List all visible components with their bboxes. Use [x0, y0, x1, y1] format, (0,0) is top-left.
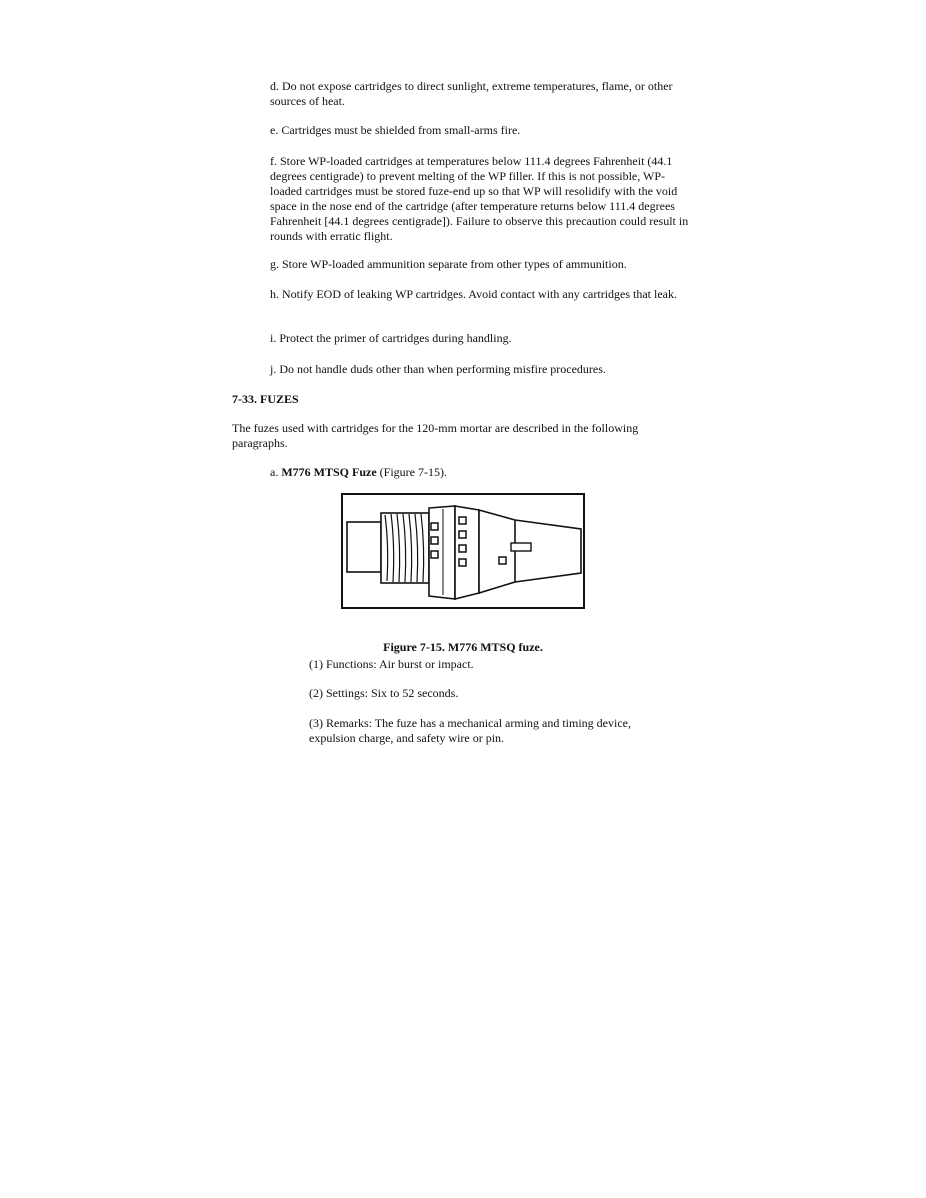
subsection-a-name: M776 MTSQ Fuze — [281, 465, 377, 479]
detail-functions: (1) Functions: Air burst or impact. — [309, 657, 474, 671]
fuze-base-cylinder — [347, 522, 381, 572]
item-d: d. Do not expose cartridges to direct sunlight, extreme temperatures, flame, or other sources of heat. — [270, 79, 673, 108]
figure-caption: Figure 7-15. M776 MTSQ fuze. — [383, 640, 543, 654]
detail-remarks: (3) Remarks: The fuze has a mechanical arming and timing device, expulsion charge, and safety wire or pin. — [309, 716, 631, 745]
item-e: e. Cartridges must be shielded from small-arms fire. — [270, 123, 521, 137]
item-j: j. Do not handle duds other than when performing misfire procedures. — [270, 362, 606, 376]
item-g: g. Store WP-loaded ammunition separate from other types of ammunition. — [270, 257, 627, 271]
item-f: f. Store WP-loaded cartridges at temperatures below 111.4 degrees Fahrenheit (44.1 degrees centigrade) to prevent melting of the WP filler. If this is not possible, WP-loaded cartridges must be stored fuze-end up so that WP will resolidify with the void space in the nose end of the cartridge (after temperature returns below 111.4 degrees Fahrenheit [44.1 degrees centigrade]). Failure to observe this precaution could result in rounds with erratic flight. — [270, 154, 689, 243]
m776-fuze-drawing — [343, 495, 583, 607]
section-intro: The fuzes used with cartridges for the 120-mm mortar are described in the following paragraphs. — [232, 421, 639, 450]
subsection-a-title — [270, 465, 700, 480]
section-heading: 7-33. FUZES — [232, 392, 299, 406]
subsection-a-prefix: a. — [270, 465, 282, 479]
figure-7-15 — [341, 493, 585, 609]
detail-settings: (2) Settings: Six to 52 seconds. — [309, 686, 459, 700]
subsection-a-ref: (Figure 7-15). — [376, 465, 447, 479]
fuze-slot — [511, 543, 531, 551]
item-h: h. Notify EOD of leaking WP cartridges. Avoid contact with any cartridges that leak. — [270, 287, 677, 301]
item-i: i. Protect the primer of cartridges during handling. — [270, 331, 512, 345]
